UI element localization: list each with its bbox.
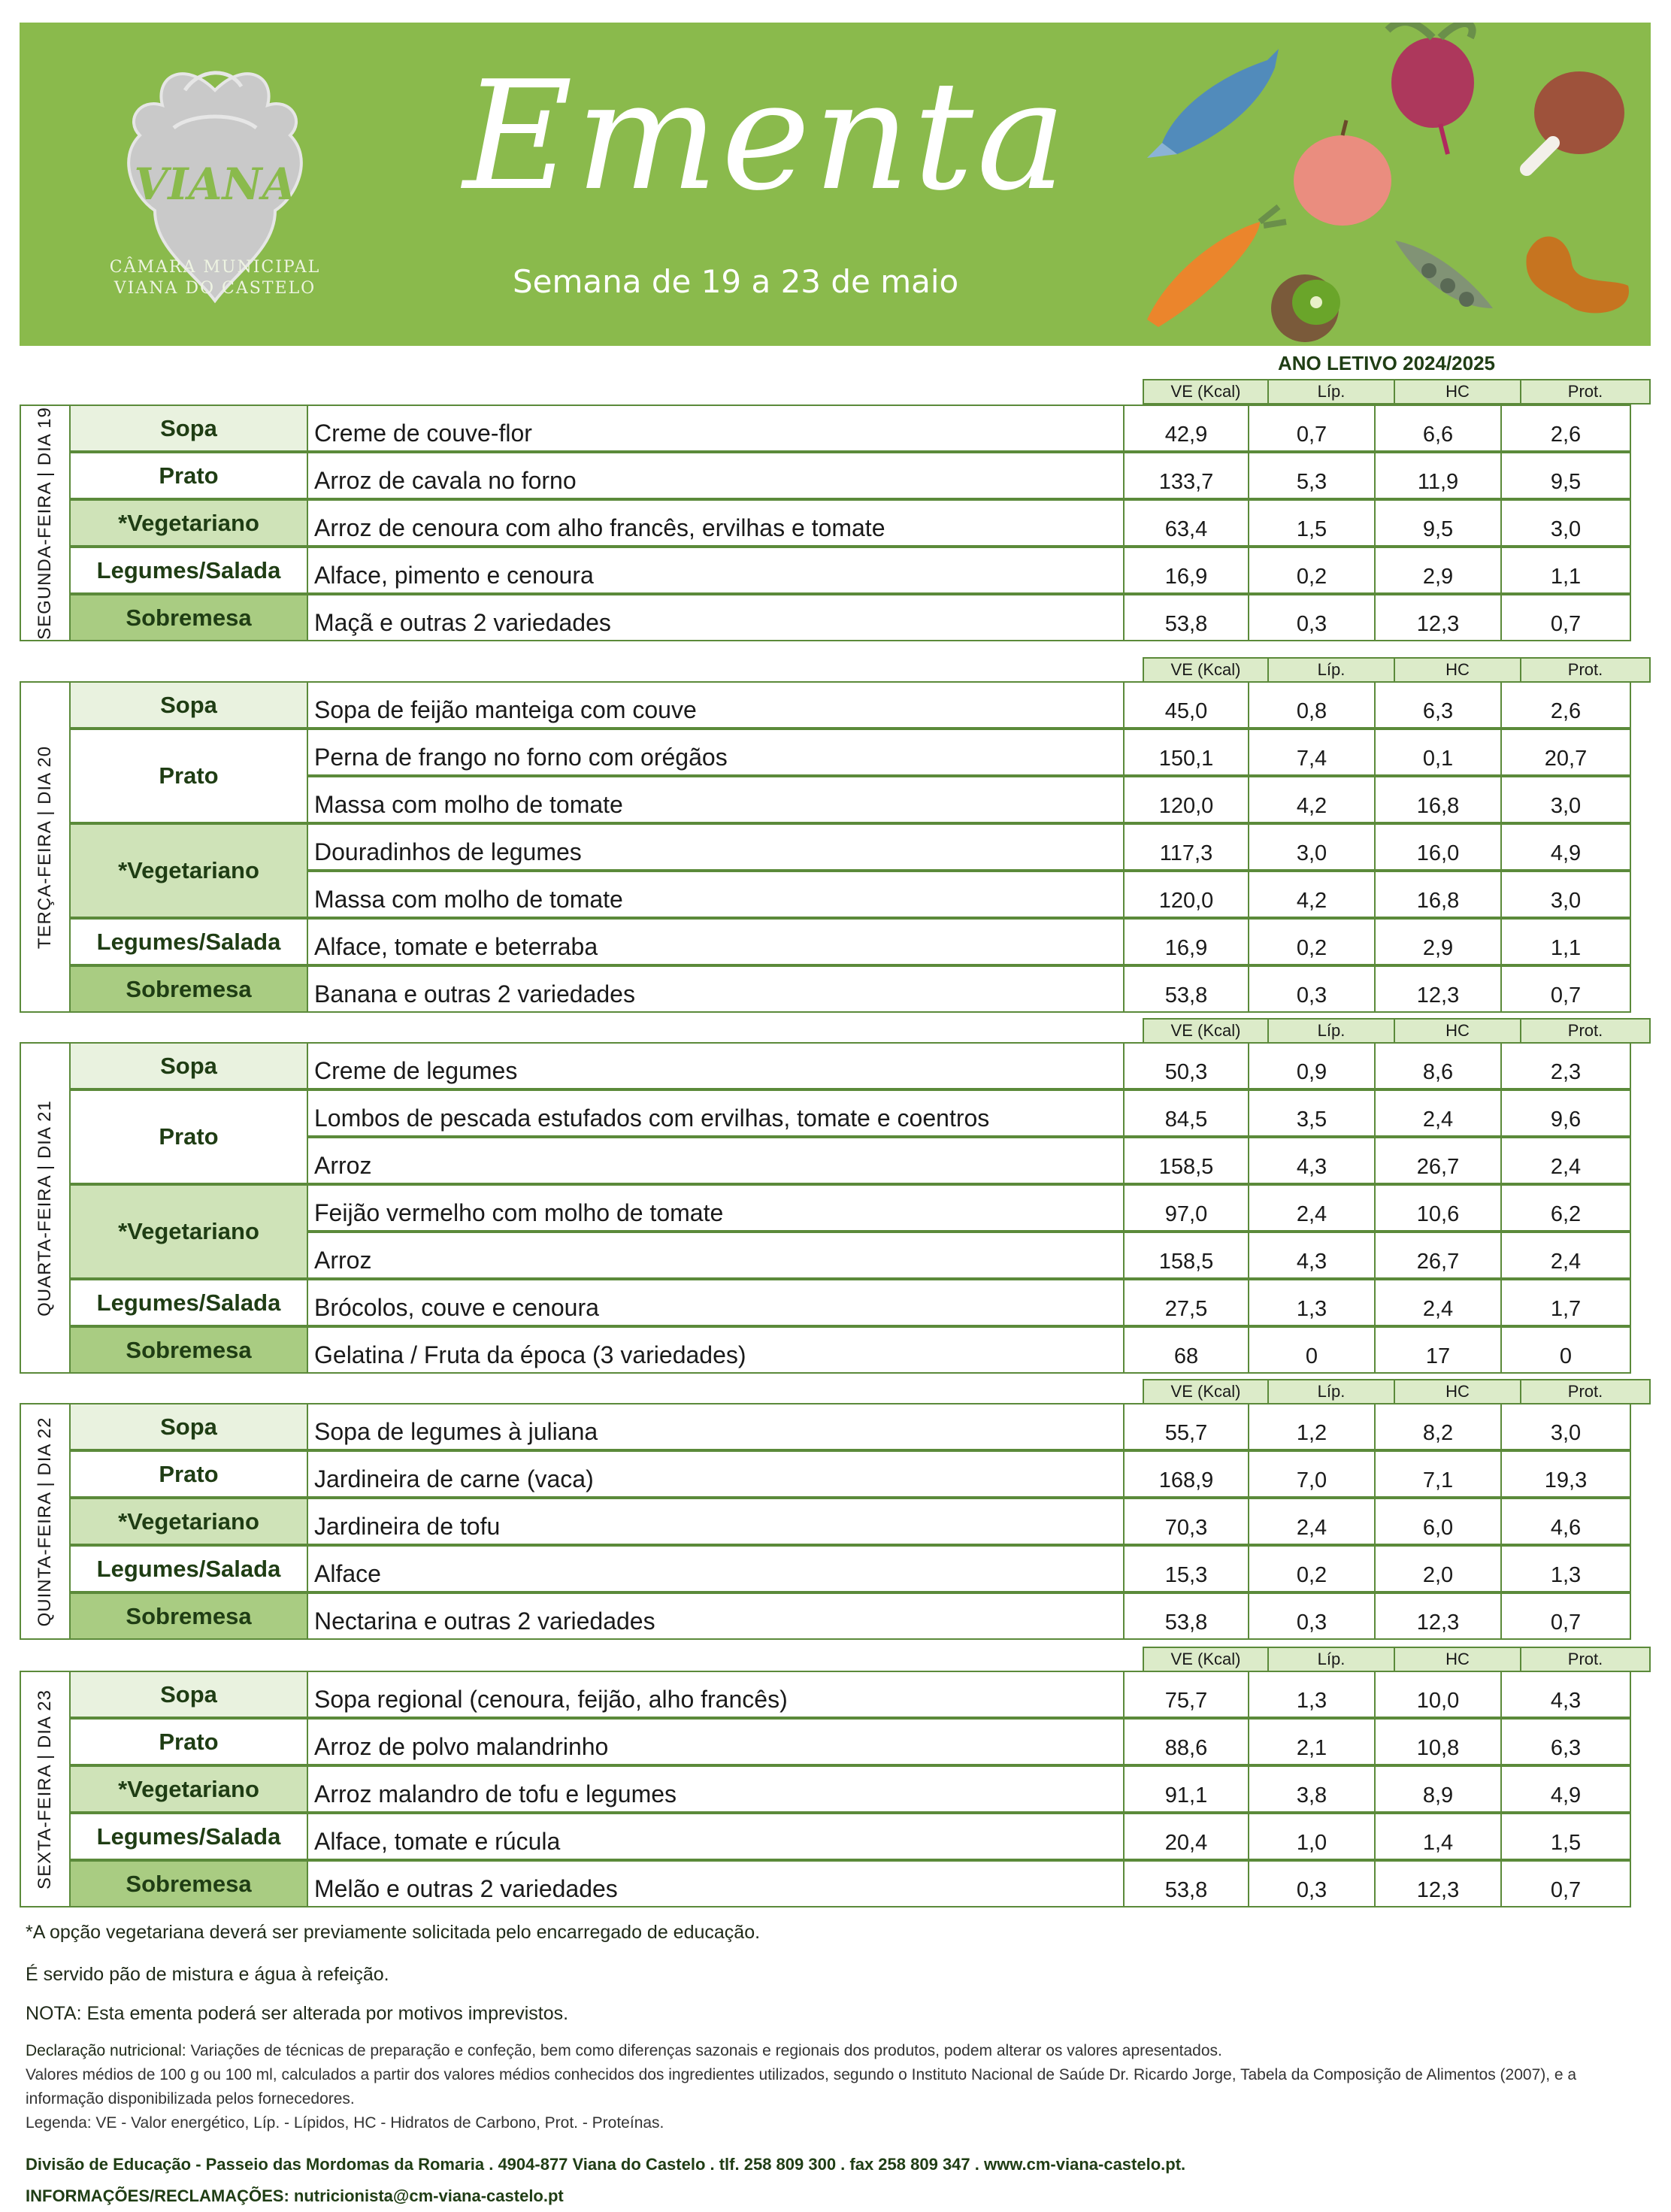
category-prato [71,1718,308,1765]
dish-name: Creme de couve-flor [308,405,1143,452]
value-hc: 8,2 [1376,1403,1502,1450]
value-ve: 53,8 [1123,965,1249,1013]
value-ve: 16,9 [1123,918,1249,965]
category-label: *Vegetariano [118,509,259,536]
dish-name: Gelatina / Fruta da época (3 variedades) [308,1326,1143,1374]
value-prot: 0,7 [1502,1592,1631,1640]
value-prot: 1,3 [1502,1545,1631,1592]
day-label-text: QUARTA-FEIRA | DIA 21 [35,1099,55,1317]
value-hc: 2,4 [1376,1089,1502,1137]
column-header-hc: HC [1395,1379,1521,1404]
value-lip: 1,2 [1249,1403,1376,1450]
value-ve: 120,0 [1123,871,1249,918]
menu-row-veg [71,1765,1651,1813]
category-label: Sobremesa [126,604,252,631]
value-hc: 12,3 [1376,1592,1502,1640]
category-legumes [71,918,308,965]
value-lip: 0,3 [1249,1592,1376,1640]
value-prot: 3,0 [1502,871,1631,918]
dish-name: Arroz malandro de tofu e legumes [308,1765,1143,1813]
value-prot: 2,6 [1502,405,1631,452]
column-header-lip: Líp. [1269,657,1395,683]
value-ve: 16,9 [1123,547,1249,594]
column-header-hc: HC [1395,1018,1521,1044]
value-ve: 15,3 [1123,1545,1249,1592]
value-ve: 68 [1123,1326,1249,1374]
value-hc: 6,3 [1376,681,1502,729]
value-ve: 27,5 [1123,1279,1249,1326]
chicken-leg-icon [1527,71,1624,169]
value-ve: 158,5 [1123,1232,1249,1279]
value-prot: 6,2 [1502,1184,1631,1232]
value-ve: 150,1 [1123,729,1249,776]
day-label-text: TERÇA-FEIRA | DIA 20 [35,745,55,949]
dish-name: Nectarina e outras 2 variedades [308,1592,1143,1640]
value-ve: 75,7 [1123,1671,1249,1718]
value-ve: 70,3 [1123,1498,1249,1545]
menu-row-sopa [71,405,1651,452]
category-legumes [71,1813,308,1860]
menu-row-veg [71,1184,1651,1279]
declaration-label: Declaração nutricional: [26,2042,186,2059]
dish-name: Alface, tomate e beterraba [308,918,1143,965]
dish-name: Alface, tomate e rúcula [308,1813,1143,1860]
org-line-2: VIANA DO CASTELO [114,279,316,298]
fish-icon [1147,49,1279,158]
category-veg [71,499,308,547]
value-hc: 2,0 [1376,1545,1502,1592]
pea-pod-icon [1395,241,1493,308]
value-prot: 6,3 [1502,1718,1631,1765]
menu-row-legumes [71,1279,1651,1326]
category-legumes [71,1545,308,1592]
category-veg [71,823,308,918]
header-banner [20,23,1651,346]
value-hc: 11,9 [1376,452,1502,499]
value-prot: 3,0 [1502,499,1631,547]
menu-row-sobremesa [71,1592,1651,1640]
category-sobremesa [71,1592,308,1640]
category-label: Prato [159,1123,219,1150]
value-prot: 0 [1502,1326,1631,1374]
day-label-text: SEGUNDA-FEIRA | DIA 19 [35,406,55,640]
value-lip: 0,8 [1249,681,1376,729]
value-hc: 16,8 [1376,776,1502,823]
dish-name: Arroz de cenoura com alho francês, ervilhas e tomate [308,499,1143,547]
column-header-lip: Líp. [1269,1379,1395,1404]
category-label: Legumes/Salada [96,1823,281,1850]
category-label: Prato [159,462,219,489]
value-hc: 2,4 [1376,1279,1502,1326]
value-hc: 10,0 [1376,1671,1502,1718]
value-lip: 2,4 [1249,1498,1376,1545]
category-veg [71,1184,308,1279]
category-label: Legumes/Salada [96,556,281,583]
column-header-prot: Prot. [1521,657,1651,683]
dish-name: Brócolos, couve e cenoura [308,1279,1143,1326]
category-sopa [71,405,308,452]
dish-name: Sopa de legumes à juliana [308,1403,1143,1450]
category-label: *Vegetariano [118,1507,259,1535]
category-veg [71,1498,308,1545]
dish-name: Melão e outras 2 variedades [308,1860,1143,1907]
value-lip: 0,2 [1249,547,1376,594]
day-block [20,405,1651,641]
dish-name: Arroz [308,1137,1143,1184]
value-lip: 0,9 [1249,1042,1376,1089]
value-prot: 4,9 [1502,1765,1631,1813]
beet-icon [1388,23,1474,154]
value-prot: 9,6 [1502,1089,1631,1137]
category-label: Sopa [160,414,217,441]
value-hc: 26,7 [1376,1137,1502,1184]
value-lip: 0,2 [1249,1545,1376,1592]
column-header-prot: Prot. [1521,1647,1651,1672]
org-name [80,257,350,299]
org-line-1: CÂMARA MUNICIPAL [109,258,321,277]
dish-name: Douradinhos de legumes [308,823,1143,871]
value-ve: 84,5 [1123,1089,1249,1137]
legend-text: Legenda: VE - Valor energético, Líp. - Lípidos, HC - Hidratos de Carbono, Prot. - Proteínas. [26,2114,664,2132]
category-label: Sobremesa [126,1336,252,1363]
dish-name: Alface [308,1545,1143,1592]
value-prot: 1,5 [1502,1813,1631,1860]
category-sobremesa [71,1860,308,1907]
week-subtitle: Semana de 19 a 23 de maio [513,263,959,300]
day-label [20,1042,71,1374]
column-header-lip: Líp. [1269,379,1395,405]
nutrient-column-header [1143,1379,1651,1404]
column-header-ve: VE (Kcal) [1143,657,1269,683]
value-ve: 88,6 [1123,1718,1249,1765]
menu-row-sopa [71,1042,1651,1089]
category-label: *Vegetariano [118,1775,259,1802]
dish-name: Jardineira de carne (vaca) [308,1450,1143,1498]
category-label: Legumes/Salada [96,1555,281,1582]
menu-row-legumes [71,1813,1651,1860]
category-label: *Vegetariano [118,857,259,883]
value-prot: 9,5 [1502,452,1631,499]
menu-row-prato [71,452,1651,499]
menu-row-sobremesa [71,1326,1651,1374]
day-block [20,1671,1651,1907]
day-label [20,1403,71,1640]
category-label: Legumes/Salada [96,1289,281,1316]
value-lip: 3,8 [1249,1765,1376,1813]
column-header-hc: HC [1395,379,1521,405]
menu-row-veg [71,499,1651,547]
dish-name: Arroz [308,1232,1143,1279]
dish-name: Maçã e outras 2 variedades [308,594,1143,641]
menu-row-sobremesa [71,1860,1651,1907]
value-ve: 158,5 [1123,1137,1249,1184]
menu-row-prato [71,729,1651,823]
day-label [20,405,71,641]
category-prato [71,729,308,823]
day-label [20,1671,71,1907]
menu-row-sobremesa [71,594,1651,641]
menu-row-sobremesa [71,965,1651,1013]
category-label: Sopa [160,1680,217,1707]
value-lip: 1,0 [1249,1813,1376,1860]
category-label: *Vegetariano [118,1218,259,1244]
category-sopa [71,1042,308,1089]
category-label: Sobremesa [126,1602,252,1629]
dish-name: Creme de legumes [308,1042,1143,1089]
value-hc: 9,5 [1376,499,1502,547]
dish-name: Feijão vermelho com molho de tomate [308,1184,1143,1232]
value-ve: 20,4 [1123,1813,1249,1860]
category-label: Legumes/Salada [96,928,281,955]
category-sobremesa [71,965,308,1013]
value-lip: 7,0 [1249,1450,1376,1498]
value-ve: 120,0 [1123,776,1249,823]
value-lip: 2,4 [1249,1184,1376,1232]
value-ve: 53,8 [1123,594,1249,641]
value-hc: 12,3 [1376,594,1502,641]
category-label: Prato [159,1728,219,1755]
day-block [20,1042,1651,1374]
column-header-prot: Prot. [1521,379,1651,405]
dish-name: Sopa de feijão manteiga com couve [308,681,1143,729]
menu-row-sopa [71,1671,1651,1718]
value-ve: 117,3 [1123,823,1249,871]
category-sopa [71,681,308,729]
dish-name: Perna de frango no forno com orégãos [308,729,1143,776]
category-sopa [71,1403,308,1450]
column-header-ve: VE (Kcal) [1143,1647,1269,1672]
contacts-line: INFORMAÇÕES/RECLAMAÇÕES: nutricionista@cm-viana-castelo.pt [26,2186,564,2205]
kiwi-icon [1271,274,1340,342]
menu-row-legumes [71,1545,1651,1592]
value-ve: 133,7 [1123,452,1249,499]
dish-name: Banana e outras 2 variedades [308,965,1143,1013]
value-prot: 4,6 [1502,1498,1631,1545]
day-block [20,681,1651,1013]
value-lip: 7,4 [1249,729,1376,776]
column-header-lip: Líp. [1269,1647,1395,1672]
value-hc: 17 [1376,1326,1502,1374]
value-prot: 3,0 [1502,776,1631,823]
category-sobremesa [71,1326,308,1374]
dish-name: Lombos de pescada estufados com ervilhas, tomate e coentros [308,1089,1143,1137]
declaration-text: Variações de técnicas de preparação e confeção, bem como diferenças sazonais e regionais dos produtos, podem alterar os valores apresentados. [190,2042,1222,2059]
value-lip: 4,2 [1249,871,1376,918]
value-hc: 12,3 [1376,1860,1502,1907]
category-prato [71,452,308,499]
value-lip: 0,3 [1249,1860,1376,1907]
value-hc: 2,9 [1376,918,1502,965]
value-lip: 4,3 [1249,1232,1376,1279]
value-lip: 0,2 [1249,918,1376,965]
dish-name: Arroz de polvo malandrinho [308,1718,1143,1765]
value-lip: 0,3 [1249,965,1376,1013]
value-hc: 2,9 [1376,547,1502,594]
value-prot: 2,4 [1502,1137,1631,1184]
value-prot: 0,7 [1502,965,1631,1013]
category-label: Sobremesa [126,1870,252,1897]
value-prot: 3,0 [1502,1403,1631,1450]
value-ve: 168,9 [1123,1450,1249,1498]
nutrition-declaration [26,2039,1642,2135]
value-ve: 53,8 [1123,1592,1249,1640]
value-prot: 1,1 [1502,547,1631,594]
school-year-label: ANO LETIVO 2024/2025 [1278,352,1496,374]
value-hc: 0,1 [1376,729,1502,776]
vegetarian-note: *A opção vegetariana deverá ser previamente solicitada pelo encarregado de educação. [26,1922,761,1943]
value-hc: 10,6 [1376,1184,1502,1232]
value-hc: 10,8 [1376,1718,1502,1765]
nutrient-column-header [1143,657,1651,683]
category-label: Prato [159,1460,219,1487]
value-lip: 2,1 [1249,1718,1376,1765]
value-ve: 42,9 [1123,405,1249,452]
column-header-hc: HC [1395,1647,1521,1672]
value-prot: 1,1 [1502,918,1631,965]
menu-row-veg [71,1498,1651,1545]
apple-icon [1294,120,1391,226]
bread-note: É servido pão de mistura e água à refeição. [26,1964,389,1985]
value-prot: 2,4 [1502,1232,1631,1279]
value-prot: 1,7 [1502,1279,1631,1326]
dish-name: Sopa regional (cenoura, feijão, alho francês) [308,1671,1143,1718]
category-legumes [71,547,308,594]
value-prot: 4,3 [1502,1671,1631,1718]
value-prot: 2,3 [1502,1042,1631,1089]
day-label [20,681,71,1013]
menu-row-prato [71,1718,1651,1765]
value-prot: 4,9 [1502,823,1631,871]
value-lip: 1,3 [1249,1279,1376,1326]
category-label: Sopa [160,691,217,718]
carrot-icon [1147,207,1286,327]
category-prato [71,1089,308,1184]
value-lip: 0,7 [1249,405,1376,452]
menu-row-legumes [71,918,1651,965]
dish-name: Jardineira de tofu [308,1498,1143,1545]
value-prot: 20,7 [1502,729,1631,776]
dish-name: Massa com molho de tomate [308,776,1143,823]
value-hc: 16,8 [1376,871,1502,918]
value-lip: 3,5 [1249,1089,1376,1137]
menu-row-prato [71,1450,1651,1498]
value-hc: 8,9 [1376,1765,1502,1813]
sausage-icon [1526,237,1629,314]
values-text: Valores médios de 100 g ou 100 ml, calculados a partir dos valores médios conhecidos dos ingredientes utilizados, segundo o Instituto Nacional de Saúde Dr. Ricardo Jorge, Tabela da Composição de Alimentos (2007), e a informação disponibilizada pelos fornecedores. [26,2066,1577,2107]
nutrient-column-header [1143,379,1651,405]
column-header-prot: Prot. [1521,1018,1651,1044]
nutrient-column-header [1143,1647,1651,1672]
dish-name: Alface, pimento e cenoura [308,547,1143,594]
category-sopa [71,1671,308,1718]
value-ve: 91,1 [1123,1765,1249,1813]
menu-row-sopa [71,1403,1651,1450]
category-label: Sobremesa [126,975,252,1002]
category-prato [71,1450,308,1498]
dish-name: Arroz de cavala no forno [308,452,1143,499]
value-lip: 5,3 [1249,452,1376,499]
value-prot: 19,3 [1502,1450,1631,1498]
category-label: Prato [159,762,219,789]
value-hc: 8,6 [1376,1042,1502,1089]
nutrient-column-header [1143,1018,1651,1044]
value-ve: 97,0 [1123,1184,1249,1232]
value-hc: 1,4 [1376,1813,1502,1860]
value-hc: 6,0 [1376,1498,1502,1545]
column-header-lip: Líp. [1269,1018,1395,1044]
value-ve: 45,0 [1123,681,1249,729]
value-lip: 4,3 [1249,1137,1376,1184]
day-label-text: QUINTA-FEIRA | DIA 22 [35,1417,55,1626]
value-hc: 16,0 [1376,823,1502,871]
menu-row-veg [71,823,1651,918]
value-ve: 50,3 [1123,1042,1249,1089]
division-address: Divisão de Educação - Passeio das Mordomas da Romaria . 4904-877 Viana do Castelo . tlf. 258 809 300 . fax 258 809 347 . www.cm-viana-castelo.pt. [26,2155,1186,2174]
value-lip: 0 [1249,1326,1376,1374]
column-header-hc: HC [1395,657,1521,683]
dish-name: Massa com molho de tomate [308,871,1143,918]
logo-word: VIANA [134,159,296,210]
category-legumes [71,1279,308,1326]
value-ve: 55,7 [1123,1403,1249,1450]
value-lip: 3,0 [1249,823,1376,871]
food-illustrations [1117,23,1651,346]
column-header-prot: Prot. [1521,1379,1651,1404]
day-label-text: SEXTA-FEIRA | DIA 23 [35,1689,55,1889]
menu-row-sopa [71,681,1651,729]
value-lip: 1,5 [1249,499,1376,547]
value-ve: 53,8 [1123,1860,1249,1907]
page-title: Ementa [463,49,1070,224]
category-label: Sopa [160,1413,217,1440]
menu-row-prato [71,1089,1651,1184]
value-prot: 0,7 [1502,594,1631,641]
value-hc: 12,3 [1376,965,1502,1013]
column-header-ve: VE (Kcal) [1143,1018,1269,1044]
value-lip: 4,2 [1249,776,1376,823]
value-hc: 7,1 [1376,1450,1502,1498]
column-header-ve: VE (Kcal) [1143,379,1269,405]
day-block [20,1403,1651,1640]
value-hc: 26,7 [1376,1232,1502,1279]
menu-row-legumes [71,547,1651,594]
value-ve: 63,4 [1123,499,1249,547]
change-note: NOTA: Esta ementa poderá ser alterada por motivos imprevistos. [26,2003,569,2024]
value-lip: 1,3 [1249,1671,1376,1718]
category-label: Sopa [160,1052,217,1079]
value-lip: 0,3 [1249,594,1376,641]
value-prot: 0,7 [1502,1860,1631,1907]
value-prot: 2,6 [1502,681,1631,729]
column-header-ve: VE (Kcal) [1143,1379,1269,1404]
category-sobremesa [71,594,308,641]
value-hc: 6,6 [1376,405,1502,452]
category-veg [71,1765,308,1813]
